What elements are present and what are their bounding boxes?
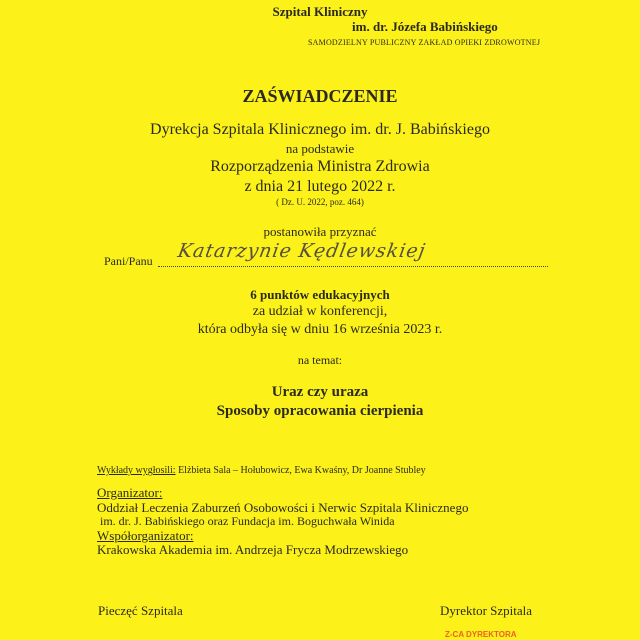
body-line: z dnia 21 lutego 2022 r. [244, 178, 396, 195]
topic-label: na temat: [297, 353, 343, 367]
body-line: Dyrekcja Szpitala Klinicznego im. dr. J. Babińskiego [150, 121, 490, 138]
lecturers-label: Wykłady wygłosili: [97, 465, 176, 476]
points-awarded: 6 punktów edukacyjnych [250, 287, 390, 302]
body-line: za udział w konferencji, [252, 304, 388, 319]
topic-title: Uraz czy uraza [271, 384, 369, 400]
body-line: postanowiła przyznać [263, 224, 377, 239]
topic-subtitle: Sposoby opracowania cierpienia [216, 403, 424, 419]
stamp-label: Pieczęć Szpitala [98, 603, 183, 618]
recipient-name-handwritten: Katarzynie Kędlewskiej [176, 240, 428, 262]
recipient-line [158, 266, 548, 267]
director-stamp: Z-CA DYREKTORA [445, 630, 517, 639]
lecturers [97, 465, 426, 476]
director-label: Dyrektor Szpitala [440, 603, 533, 618]
event-date: która odbyła się w dniu 16 września 2023 r. [197, 322, 443, 337]
body-line: Rozporządzenia Ministra Zdrowia [210, 158, 430, 175]
document-title: ZAŚWIADCZENIE [242, 86, 398, 106]
hospital-patron: im. dr. Józefa Babińskiego [352, 19, 498, 34]
coorganizer-text: Krakowska Akademia im. Andrzeja Frycza Modrzewskiego [97, 542, 409, 557]
organizer-label: Organizator: [97, 485, 163, 500]
organizer-text: im. dr. J. Babińskiego oraz Fundacja im. Boguchwała Winida [100, 514, 395, 528]
lecturers-names: Elżbieta Sala – Hołubowicz, Ewa Kwaśny, Dr Joanne Stubley [178, 465, 426, 476]
coorganizer-label: Współorganizator: [97, 528, 194, 543]
body-line: na podstawie [285, 141, 355, 156]
organizer-text: Oddział Leczenia Zaburzeń Osobowości i Nerwic Szpitala Klinicznego [97, 500, 469, 515]
hospital-subtitle: SAMODZIELNY PUBLICZNY ZAKŁAD OPIEKI ZDROWOTNEJ [308, 38, 541, 47]
recipient-label: Pani/Panu [104, 254, 153, 268]
hospital-name: Szpital Kliniczny [272, 4, 368, 19]
legal-reference: ( Dz. U. 2022, poz. 464) [276, 197, 364, 207]
